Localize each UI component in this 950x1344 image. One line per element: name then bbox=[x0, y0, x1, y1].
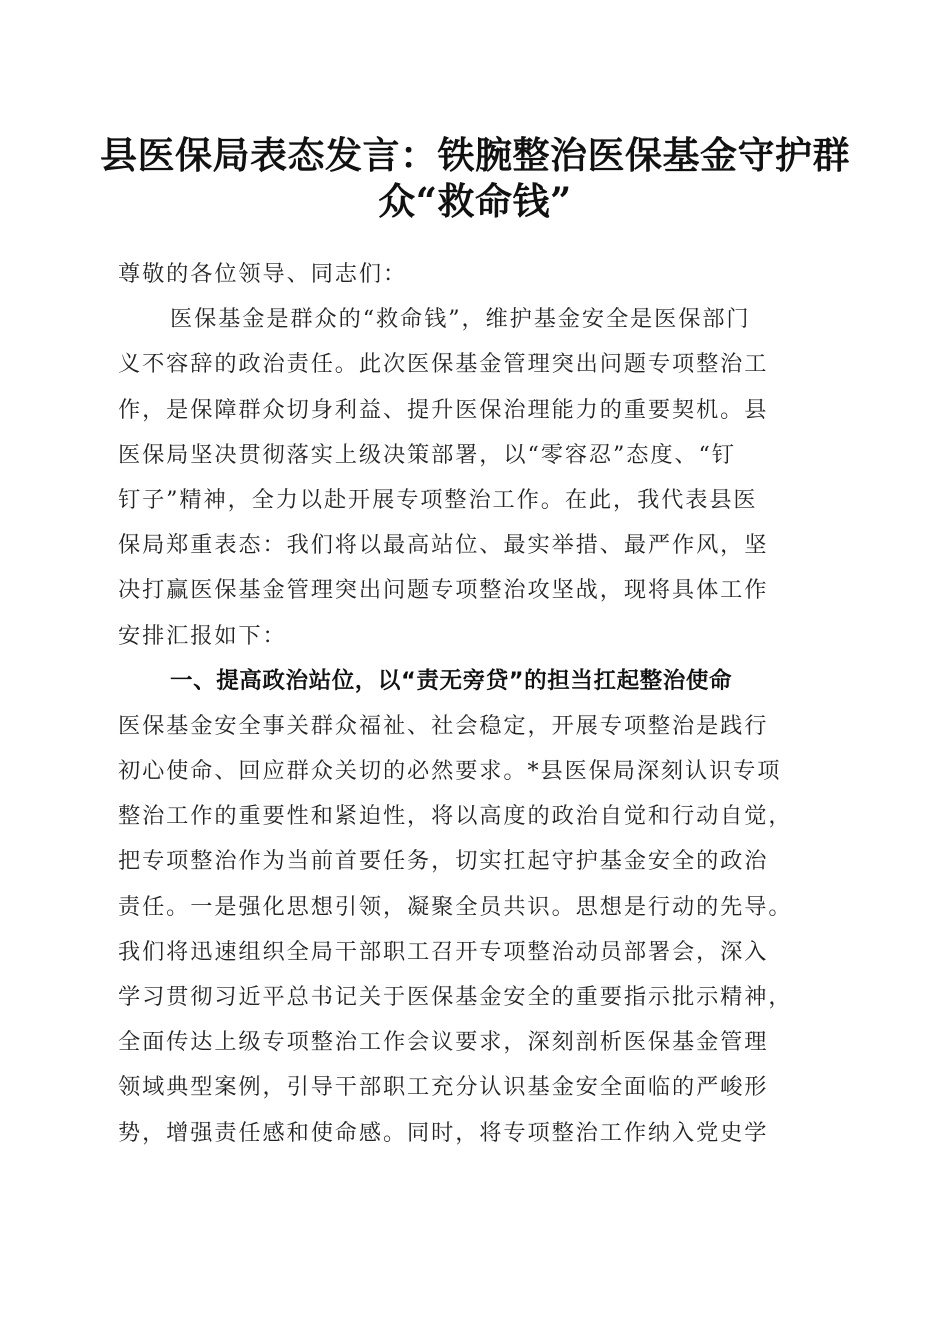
intro-line: 作，是保障群众切身利益、提升医保治理能力的重要契机。县 bbox=[118, 396, 769, 423]
section-heading: 一、提高政治站位，以“责无旁贷”的担当扛起整治使命 bbox=[170, 667, 733, 694]
section-line: 把专项整治作为当前首要任务，切实扛起守护基金安全的政治 bbox=[118, 848, 769, 875]
section-line: 领域典型案例，引导干部职工充分认识基金安全面临的严峻形 bbox=[118, 1074, 769, 1101]
salutation: 尊敬的各位领导、同志们： bbox=[118, 261, 408, 287]
intro-line: 决打赢医保基金管理突出问题专项整治攻坚战，现将具体工作 bbox=[118, 577, 769, 604]
section-line: 学习贯彻习近平总书记关于医保基金安全的重要指示批示精神， bbox=[118, 984, 793, 1010]
section-line: 我们将迅速组织全局干部职工召开专项整治动员部署会，深入 bbox=[118, 938, 769, 965]
intro-line: 医保局坚决贯彻落实上级决策部署，以“零容忍”态度、“钉 bbox=[118, 441, 736, 468]
intro-line: 义不容辞的政治责任。此次医保基金管理突出问题专项整治工 bbox=[118, 351, 769, 378]
section-line: 整治工作的重要性和紧迫性，将以高度的政治自觉和行动自觉， bbox=[118, 803, 793, 830]
section-line: 医保基金安全事关群众福祉、社会稳定，开展专项整治是践行 bbox=[118, 712, 769, 739]
intro-line: 安排汇报如下： bbox=[118, 622, 287, 649]
title-line-1: 县医保局表态发言：铁腕整治医保基金守护群 bbox=[100, 133, 850, 177]
intro-line: 医保基金是群众的“救命钱”，维护基金安全是医保部门 bbox=[170, 306, 751, 333]
intro-line: 保局郑重表态：我们将以最高站位、最实举措、最严作风，坚 bbox=[118, 532, 769, 559]
title-line-2: 众“救命钱” bbox=[378, 179, 572, 223]
section-line: 责任。一是强化思想引领，凝聚全员共识。思想是行动的先导。 bbox=[118, 893, 793, 920]
section-line: 全面传达上级专项整治工作会议要求，深刻剖析医保基金管理 bbox=[118, 1029, 769, 1056]
document-title bbox=[100, 132, 850, 224]
intro-line: 钉子”精神，全力以赴开展专项整治工作。在此，我代表县医 bbox=[118, 486, 758, 513]
document-body bbox=[118, 252, 830, 1156]
section-line: 初心使命、回应群众关切的必然要求。*县医保局深刻认识专项 bbox=[118, 758, 782, 785]
section-line: 势，增强责任感和使命感。同时，将专项整治工作纳入党史学 bbox=[118, 1119, 769, 1146]
